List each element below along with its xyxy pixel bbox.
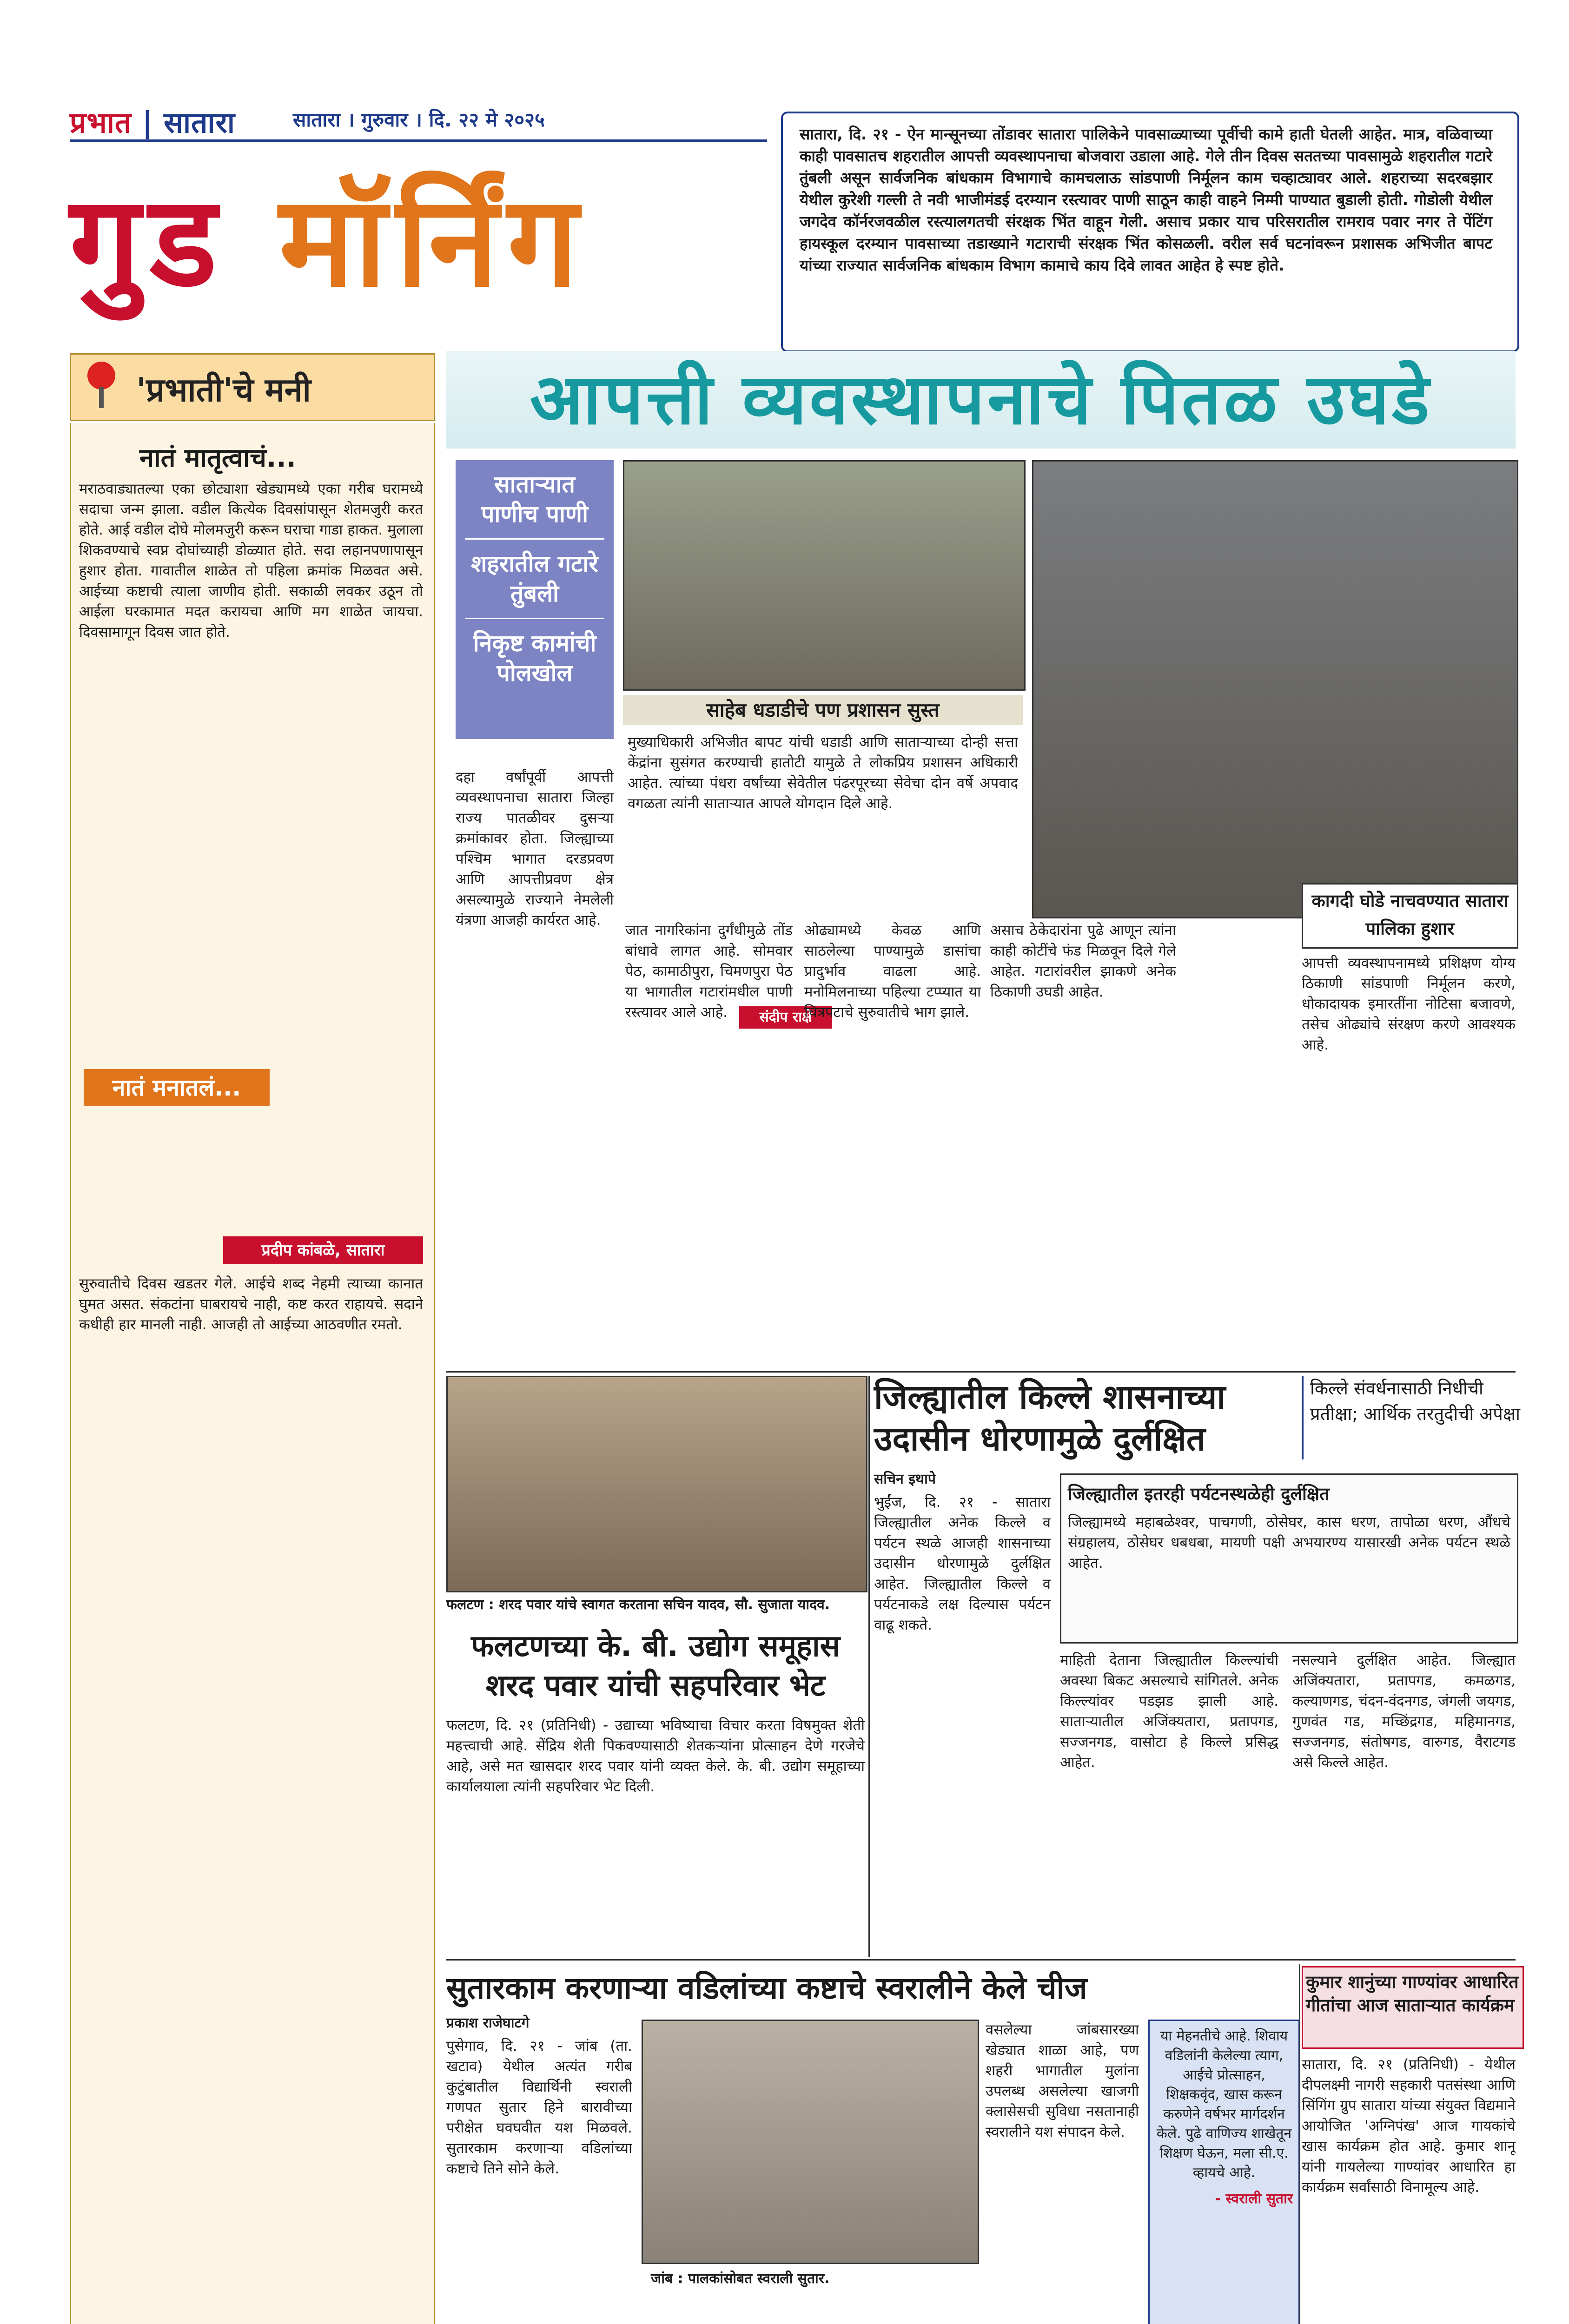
sidebar-section1-title: नातं मातृत्वाचं... — [139, 443, 296, 473]
swarali-col1: पुसेगाव, दि. २१ - जांब (ता. खटाव) येथील अत्यंत गरीब कुटुंबातील विद्यार्थिनी स्वराली गणपत सुतार हिने बारावीच्या परीक्षेत घवघवीत यश मिळवले. सुतारकाम करणाऱ्या वडिलांच्या कष्टाचे तिने सोने केले. — [446, 2038, 632, 2177]
pawar-text: फलटण, दि. २१ (प्रतिनिधी) - उद्याच्या भविष्याचा विचार करता विषमुक्त शेती महत्त्वाची आहे. सेंद्रिय शेती पिकवण्यासाठी शेतकर्‍यांना प्रोत्साहन देणे गरजेचे आहे, असे मत खासदार शरद पवार यांनी व्यक्त केले. के. बी. उद्योग समूहाच्या कार्यालयाला त्यांनी सहपरिवार भेट दिली. — [446, 1717, 865, 1795]
pin-icon — [80, 359, 122, 410]
edition-separator: | — [142, 106, 153, 139]
sidebar-title: 'प्रभाती'चे मनी — [136, 371, 311, 409]
sidebar-section1-text: मराठवाड्यातल्या एका छोट्याशा खेड्यामध्ये एका गरीब घरामध्ये सदाचा जन्म झाला. वडील कित्येक दिवसांपासून शेतमजुरी करत होते. आई वडील दोघे मोलमजुरी करून घराचा गाडा हाकत. मुलाला शिकवण्याचे स्वप्न दोघांच्याही डोळ्यात होते. सदा लहानपणापासून हुशार होता. गावातील शाळेत तो पहिला क्रमांक मिळवत असे. आईच्या कष्टाची त्याला जाणीव होती. सकाळी लवकर उठून तो आईला घरकामात मदत करायचा आणि मग शाळेत जायचा. दिवसामागून दिवस जात होते. — [79, 481, 423, 640]
photo-swarali — [642, 2020, 979, 2264]
forts-inset-title: जिल्ह्यातील इतरही पर्यटनस्थळेही दुर्लक्षित — [1068, 1484, 1330, 1504]
top-blurb-text: सातारा, दि. २१ - ऐन मान्सूनच्या तोंडावर सातारा पालिकेने पावसाळ्याच्या पूर्वीची कामे हाती घेतली आहेत. मात्र, वळिवाच्या काही पावसातच शहरातील आपत्ती व्यवस्थापनाचा बोजवारा उडाला आहे. गेले तीन दिवस सततच्या पावसामुळे शहरातील गटारे तुंबली असून सार्वजनिक बांधकाम विभागाचे कामचलाऊ सांडपाणी निर्मूलन काम चव्हाट्यावर आले. शहराच्या सदरबझार येथील कुरेशी गल्ली ते नवी भाजीमंडई दरम्यान रस्त्यावर पाणी साठून काही वाहने निम्मी पाण्यात बुडाली होती. गोडोली येथील जगदेव कॉर्नरजवळील रस्त्यालगतची संरक्षक भिंत वाहून गेली. असाच प्रकार याच परिसरातील रामराव पवार नगर ते पेंटिंग हायस्कूल दरम्यान पावसाच्या तडाख्याने गटाराची संरक्षक भिंत कोसळली. वरील सर्व घटनांवरून प्रशासक अभिजीत बापट यांच्या राज्यात सार्वजनिक बांधकाम विभाग कामाचे काय दिवे लावत आहेत हे स्पष्ट होते. — [800, 125, 1492, 274]
photo-flood — [1032, 460, 1518, 918]
title-word-good: गुड — [70, 168, 226, 315]
pawar-photo-caption: फलटण : शरद पवार यांचे स्वागत करताना सचिन यादव, सौ. सुजाता यादव. — [446, 1597, 830, 1613]
disaster-col3: ओढ्यामध्ये केवळ आणि साठलेल्या पाण्यामुळे डासांचा प्रादुर्भाव वाढला आहे. मनोमिलनाच्या पहिल्या टप्प्यात या चित्रपटाचे सुरुवातीचे भाग झाले. — [804, 922, 981, 1021]
kumar-headline: कुमार शानुंच्या गाण्यांवर आधारित गीतांचा आज सातार्‍यात कार्यक्रम — [1302, 1966, 1524, 2049]
swarali-col2: वसलेल्या जांबसारख्या खेड्यात शाळा आहे, पण शहरी भागातील मुलांना उपलब्ध असलेल्या खाजगी क्लासेसची सुविधा नसतानाही स्वरालीने यश संपादन केले. — [986, 2021, 1139, 2140]
divider-vertical-1 — [868, 1376, 870, 1957]
sidebar-section2-text: सुरुवातीचे दिवस खडतर गेले. आईचे शब्द नेहमी त्याच्या कानात घुमत असत. संकटांना घाबरायचे नाही, कष्ट करत राहायचे. सदाने कधीही हार मानली नाही. आजही तो आईच्या आठवणीत रमतो. — [79, 1275, 423, 1333]
disaster-subhead: साहेब धडाडीचे पण प्रशासन सुस्त — [623, 695, 1023, 725]
forts-col2: माहिती देताना जिल्ह्यातील किल्ल्यांची अवस्था बिकट असल्याचे सांगितले. अनेक किल्ल्यांवर पडझड झाली आहे. साताऱ्यातील अजिंक्यतारा, प्रतापगड, सज्जनगड, वासोटा हे किल्ले प्रसिद्ध आहेत. — [1060, 1652, 1278, 1771]
pawar-headline-2: शरद पवार यांची सहपरिवार भेट — [485, 1669, 826, 1703]
divider-horizontal-2 — [446, 1959, 1516, 1961]
swarali-quote-box — [1148, 2020, 1300, 2324]
sidebar-header — [70, 353, 435, 421]
byline-sandip: संदीप राक्षे — [739, 1006, 832, 1029]
forts-byline: सचिन इथापे — [874, 1471, 936, 1487]
divider-horizontal-1 — [446, 1371, 1516, 1373]
photo-drain — [623, 460, 1026, 691]
divider-vertical-2 — [1299, 1964, 1300, 2324]
forts-headline-1: जिल्ह्यातील किल्ले शासनाच्या — [874, 1377, 1226, 1416]
disaster-sidebox — [456, 460, 614, 739]
kumar-text: सातारा, दि. २१ (प्रतिनिधी) - येथील दीपलक्ष्मी नागरी सहकारी पतसंस्था आणि सिंगिंग ग्रुप सातारा यांच्या संयुक्त विद्यमाने आयोजित 'अग्निपंख' आज गायकांचे खास कार्यक्रम होत आहे. कुमार शानू यांनी गायलेल्या गाण्यांवर आधारित हा कार्यक्रम सर्वांसाठी विनामूल्य आहे. — [1302, 2056, 1516, 2196]
photo-pawar — [446, 1376, 867, 1592]
pawar-headline-1: फलटणच्या के. बी. उद्योग समूहास — [471, 1629, 840, 1664]
sidebox-line2: शहरातील गटारे तुंबली — [471, 550, 598, 607]
swarali-quote-author: - स्वराली सुतार — [1215, 2191, 1293, 2207]
forts-col3: नसल्याने दुर्लक्षित आहेत. जिल्ह्यात अजिंक्यतारा, प्रतापगड, कमळगड, कल्याणगड, चंदन-वंदनगड, जंगली जयगड, गुणवंत गड, मच्छिंद्रगड, महिमानगड, सज्जनगड, संतोषगड, वारुगड, वैराटगड असे किल्ले आहेत. — [1292, 1652, 1516, 1771]
sidebox-line3: निकृष्ट कामांची पोलखोल — [473, 630, 596, 687]
sidebar-section2-title: नातं मनातलं... — [84, 1069, 270, 1106]
disaster-col1: दहा वर्षांपूर्वी आपत्ती व्यवस्थापनाचा सातारा जिल्हा राज्य पातळीवर दुसर्‍या क्रमांकावर होता. जिल्ह्याच्या पश्चिम भागात दरडप्रवण आणि आपत्तीप्रवण क्षेत्र असल्यामुळे राज्याने नेमलेली यंत्रणा आजही कार्यरत आहे. — [456, 769, 614, 929]
dateline: सातारा । गुरुवार । दि. २२ मे २०२५ — [293, 108, 545, 131]
swarali-byline: प्रकाश राजेघाटगे — [446, 2015, 530, 2031]
swarali-quote: या मेहनतीचे आहे. शिवाय वडिलांनी केलेल्या त्याग, आईचे प्रोत्साहन, शिक्षकवृंद, खास करून करुणेने वर्षभर मार्गदर्शन केले. पुढे वाणिज्य शाखेतून शिक्षण घेऊन, मला सी.ए. व्हायचे आहे. — [1156, 2028, 1292, 2181]
masthead-title — [70, 167, 767, 316]
main-headline: आपत्ती व्यवस्थापनाचे पितळ उघडे — [446, 351, 1516, 449]
title-word-morning: मॉर्निंग — [279, 168, 588, 315]
disaster-col2: जात नागरिकांना दुर्गंधीमुळे तोंड बांधावे लागत आहे. सोमवार पेठ, कामाठीपुरा, चिमणपुरा पेठ या भागातील गटारांमधील पाणी रस्त्यावर आले आहे. — [625, 922, 793, 1021]
edition-name: सातारा — [164, 106, 235, 139]
sidebox-line1: सातार्‍यात पाणीच पाणी — [481, 471, 589, 528]
masthead-brand — [70, 102, 235, 141]
disaster-side-col: आपत्ती व्यवस्थापनामध्ये प्रशिक्षण योग्य ठिकाणी सांडपाणी निर्मूलन करणे, धोकादायक इमारतींना नोटिसा बजावणे, तसेच ओढ्यांचे संरक्षण करणे आवश्यक आहे. — [1302, 955, 1516, 1053]
sidebar-section2-author: प्रदीप कांबळे, सातारा — [223, 1236, 423, 1264]
masthead-rule — [70, 139, 767, 142]
forts-side-head: किल्ले संवर्धनासाठी निधीची प्रतीक्षा; आर्थिक तरतुदीची अपेक्षा — [1302, 1376, 1524, 1459]
brand-logo-text: प्रभात — [70, 106, 132, 139]
forts-headline-2: उदासीन धोरणामुळे दुर्लक्षित — [874, 1419, 1205, 1458]
disaster-subhead-text: मुख्याधिकारी अभिजीत बापट यांची धडाडी आणि सातार्‍याच्या दोन्ही सत्ता केंद्रांना सुसंगत करण्याची हातोटी यामुळे ते लोकप्रिय प्रशासन अधिकारी आहेत. त्यांच्या पंधरा वर्षांच्या सेवेतील पंढरपूरच्या सेवेचा दोन वर्षे अपवाद वगळता त्यांनी सातार्‍यात आपले योगदान दिले आहे. — [628, 734, 1018, 812]
swarali-photo-caption: जांब : पालकांसोबत स्वराली सुतार. — [651, 2271, 830, 2287]
photo-caption-kagdi: कागदी घोडे नाचवण्यात सातारा पालिका हुशार — [1302, 883, 1518, 949]
forts-inset-text: जिल्ह्यामध्ये महाबळेश्वर, पाचगणी, ठोसेघर, कास धरण, तापोळा धरण, औंधचे संग्रहालय, ठोसेघर धबधबा, मायणी पक्षी अभयारण्य यासारखी अनेक पर्यटन स्थळे आहेत. — [1068, 1514, 1510, 1571]
disaster-col4: असाच ठेकेदारांना पुढे आणून त्यांना काही कोटींचे फंड मिळवून दिले गेले आहेत. गटारांवरील झाकणे अनेक ठिकाणी उघडी आहेत. — [990, 922, 1176, 1000]
forts-inset — [1060, 1473, 1518, 1644]
forts-col1: भुईंज, दि. २१ - सातारा जिल्ह्यातील अनेक किल्ले व पर्यटन स्थळे आजही शासनाच्या उदासीन धोरणामुळे दुर्लक्षित आहेत. जिल्ह्यातील किल्ले व पर्यटनाकडे लक्ष दिल्यास पर्यटन वाढू शकते. — [874, 1494, 1051, 1633]
swarali-headline: सुतारकाम करणाऱ्या वडिलांच्या कष्टाचे स्वरालीने केले चीज — [446, 1970, 1087, 2006]
